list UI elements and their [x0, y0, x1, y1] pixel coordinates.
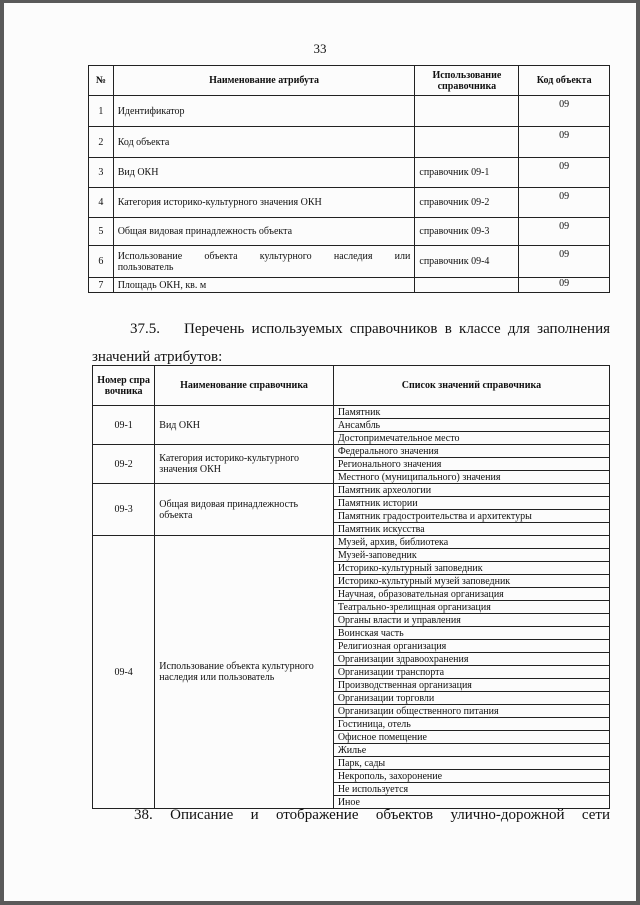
- row-attr: [113, 246, 415, 278]
- ref-value-cell: Организации торговли: [333, 692, 609, 705]
- row-ref: [415, 278, 519, 293]
- row-num: 3: [89, 158, 114, 188]
- ref-value-cell: Жилье: [333, 744, 609, 757]
- table-row: [89, 218, 610, 246]
- ref-value-cell: Историко-культурный музей заповедник: [333, 575, 609, 588]
- table-header-row: [89, 66, 610, 96]
- table-row: [89, 158, 610, 188]
- ref-code-cell: 09-4: [93, 536, 155, 809]
- row-code: 09: [519, 246, 610, 278]
- row-code: 09: [519, 96, 610, 127]
- ref-name-cell: Вид ОКН: [155, 406, 334, 445]
- document-page: [4, 3, 636, 901]
- reference-books-body: [93, 406, 610, 809]
- ref-value-cell: Парк, сады: [333, 757, 609, 770]
- ref-value-cell: Воинская часть: [333, 627, 609, 640]
- ref-value-cell: Музей, архив, библиотека: [333, 536, 609, 549]
- ref-value-cell: Памятник: [333, 406, 609, 419]
- ref-value-cell: Офисное помещение: [333, 731, 609, 744]
- table-row: [89, 96, 610, 127]
- ref-value-cell: Научная, образовательная организация: [333, 588, 609, 601]
- table-row: [89, 127, 610, 158]
- ref-code-cell: 09-1: [93, 406, 155, 445]
- row-attr: Код объекта: [113, 127, 415, 158]
- table-row: [93, 484, 610, 497]
- row-attr: Идентификатор: [113, 96, 415, 127]
- ref-value-cell: Музей-заповедник: [333, 549, 609, 562]
- ref-value-cell: Местного (муниципального) значения: [333, 471, 609, 484]
- header-code: Код объекта: [519, 66, 610, 96]
- row-ref: справочник 09-3: [415, 218, 519, 246]
- ref-value-cell: Органы власти и управления: [333, 614, 609, 627]
- ref-value-cell: Не используется: [333, 783, 609, 796]
- header-ref-name: Наименование справочника: [155, 366, 334, 406]
- ref-value-cell: Памятник археологии: [333, 484, 609, 497]
- row-attr: Площадь ОКН, кв. м: [113, 278, 415, 293]
- ref-value-cell: Историко-культурный заповедник: [333, 562, 609, 575]
- table-row: [93, 406, 610, 419]
- header-ref-values: Список значений справочника: [333, 366, 609, 406]
- header-ref: Использование справочника: [415, 66, 519, 96]
- header-ref-number: Номер справочника: [93, 366, 155, 406]
- table-row: [89, 278, 610, 293]
- ref-code-cell: 09-2: [93, 445, 155, 484]
- row-num: 2: [89, 127, 114, 158]
- row-code: 09: [519, 158, 610, 188]
- section-37-5-line1: [92, 315, 610, 343]
- table-row: [89, 188, 610, 218]
- table-row: [89, 246, 610, 278]
- row-num: 4: [89, 188, 114, 218]
- row-code: 09: [519, 127, 610, 158]
- ref-name-cell: Использование объекта культурного наследия или пользователь: [155, 536, 334, 809]
- section-37-5-line2: значений атрибутов:: [92, 349, 223, 365]
- row-ref: справочник 09-4: [415, 246, 519, 278]
- ref-value-cell: Памятник истории: [333, 497, 609, 510]
- ref-name-cell: Категория историко-культурного значения ОКН: [155, 445, 334, 484]
- row-code: 09: [519, 188, 610, 218]
- section-number: 37.5.: [130, 321, 160, 337]
- row-code: 09: [519, 218, 610, 246]
- ref-value-cell: Гостиница, отель: [333, 718, 609, 731]
- ref-value-cell: Религиозная организация: [333, 640, 609, 653]
- table-row: [93, 445, 610, 458]
- ref-value-cell: Достопримечательное место: [333, 432, 609, 445]
- row-num: 1: [89, 96, 114, 127]
- ref-value-cell: Регионального значения: [333, 458, 609, 471]
- ref-value-cell: Некрополь, захоронение: [333, 770, 609, 783]
- ref-name-cell: Общая видовая принадлежность объекта: [155, 484, 334, 536]
- ref-value-cell: Памятник искусства: [333, 523, 609, 536]
- row-ref: [415, 127, 519, 158]
- table-row: [93, 536, 610, 549]
- row-num: 6: [89, 246, 114, 278]
- row-code: 09: [519, 278, 610, 293]
- ref-value-cell: Организации общественного питания: [333, 705, 609, 718]
- ref-value-cell: Федерального значения: [333, 445, 609, 458]
- ref-code-cell: 09-3: [93, 484, 155, 536]
- row-attr-line2: пользователь: [117, 261, 174, 273]
- row-num: 5: [89, 218, 114, 246]
- row-ref: справочник 09-2: [415, 188, 519, 218]
- section-heading: Перечень используемых справочников в классе для заполнения: [184, 321, 610, 337]
- attributes-table: [88, 65, 610, 293]
- reference-books-table: [92, 365, 610, 809]
- ref-value-cell: Ансамбль: [333, 419, 609, 432]
- ref-value-cell: Организации здравоохранения: [333, 653, 609, 666]
- ref-value-cell: Театрально-зрелищная организация: [333, 601, 609, 614]
- row-num: 7: [89, 278, 114, 293]
- section-38-heading: 38. Описание и отображение объектов улично-дорожной сети: [134, 807, 610, 823]
- row-attr: Категория историко-культурного значения ОКН: [113, 188, 415, 218]
- ref-value-cell: Иное: [333, 796, 609, 809]
- page-number: 33: [313, 41, 327, 56]
- ref-value-cell: Памятник градостроительства и архитектуры: [333, 510, 609, 523]
- ref-value-cell: Организации транспорта: [333, 666, 609, 679]
- row-attr: Вид ОКН: [113, 158, 415, 188]
- table-header-row: [93, 366, 610, 406]
- row-ref: [415, 96, 519, 127]
- header-attr: Наименование атрибута: [113, 66, 415, 96]
- row-ref: справочник 09-1: [415, 158, 519, 188]
- ref-value-cell: Производственная организация: [333, 679, 609, 692]
- section-37-5: [92, 315, 610, 371]
- row-attr: Общая видовая принадлежность объекта: [113, 218, 415, 246]
- header-num: №: [89, 66, 114, 96]
- row-attr-line1: Использование объекта культурного наследия или: [117, 250, 411, 262]
